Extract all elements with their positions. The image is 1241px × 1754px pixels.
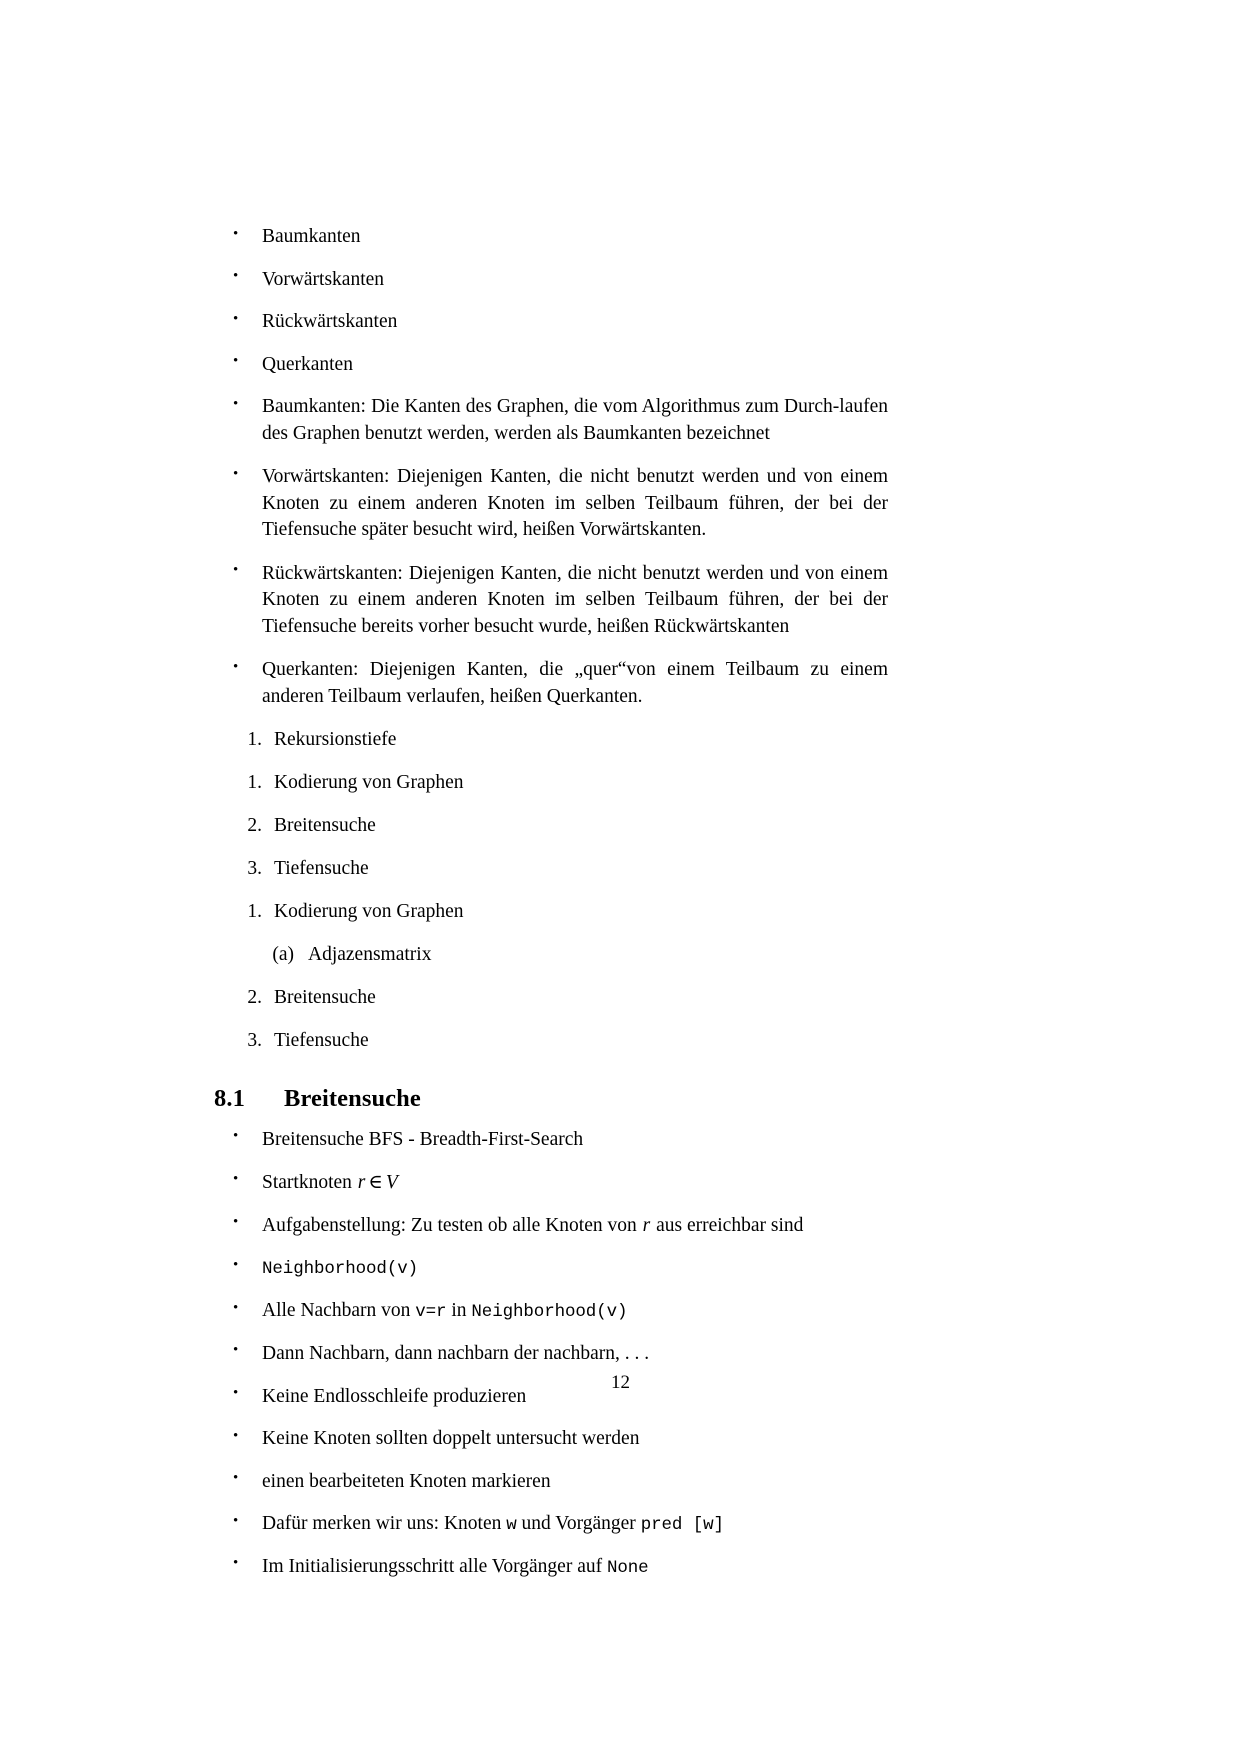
bullet-initialisierung-prefix: Im Initialisierungsschritt alle Vorgänger auf: [262, 1555, 603, 1577]
outline-item-kodierung-von-graphen-2: [228, 899, 888, 926]
edge-definition-vorwaertskanten: Vorwärtskanten: Diejenigen Kanten, die nicht benutzt werden und von einem Knoten zu einem anderen Knoten im selben Teilbaum führen, der bei der Tiefensuche später besucht wird, heißen Vorwärtskanten.: [262, 466, 888, 541]
bullet-bfs-name: Breitensuche BFS - Breadth-First-Search: [262, 1128, 584, 1150]
list-item: [228, 1255, 888, 1282]
edge-definition-baumkanten: Baumkanten: Die Kanten des Graphen, die vom Algorithmus zum Durch-laufen des Graphen benutzt werden, werden als Baumkanten bezeichnet: [262, 396, 888, 444]
outline-list: [228, 727, 888, 1055]
list-item: [228, 267, 888, 294]
list-item: [228, 352, 888, 379]
code-pred-array: pred [w]: [640, 1515, 724, 1536]
list-item: [228, 1469, 888, 1496]
bullet-merken-mid: und Vorgänger: [521, 1513, 636, 1535]
code-none-literal: None: [606, 1557, 649, 1578]
list-item: [228, 1341, 888, 1368]
list-item-label: Vorwärtskanten: [262, 268, 385, 290]
outline-item-number: 1.: [247, 729, 262, 751]
code-v-equals-r: v=r: [415, 1302, 447, 1323]
outline-item-breitensuche-2: [228, 985, 888, 1012]
outline-item-number: 3.: [247, 858, 262, 880]
code-variable-w: w: [506, 1515, 517, 1536]
outline-item-label: Kodierung von Graphen: [274, 901, 464, 923]
list-item: [228, 561, 888, 641]
outline-item-label: Breitensuche: [274, 815, 376, 837]
outline-item-tiefensuche: [228, 856, 888, 883]
section-heading-breitensuche: [214, 1085, 888, 1113]
list-item: [228, 464, 888, 544]
bullet-keine-endlosschleife: Keine Endlosschleife produzieren: [262, 1385, 527, 1407]
list-item: [228, 1213, 888, 1240]
list-item: [228, 1298, 888, 1325]
list-item-label: Querkanten: [262, 353, 353, 375]
outline-item-kodierung-von-graphen: [228, 770, 888, 797]
list-item: [228, 1169, 888, 1197]
bullet-nachbarn-prefix: Alle Nachbarn von: [262, 1300, 411, 1322]
outline-item-tiefensuche-2: [228, 1028, 888, 1055]
bullet-startknoten-prefix: Startknoten: [262, 1172, 352, 1194]
list-item: [228, 1554, 888, 1581]
list-item: [228, 657, 888, 710]
math-variable-V: V: [385, 1172, 398, 1194]
bullet-knoten-markieren: einen bearbeiteten Knoten markieren: [262, 1470, 551, 1492]
code-neighborhood-call: Neighborhood(v): [471, 1302, 628, 1323]
outline-item-label: Tiefensuche: [274, 858, 369, 880]
outline-item-number: 1.: [247, 901, 262, 923]
outline-item-rekursionstiefe: [228, 727, 888, 754]
code-neighborhood-call: Neighborhood(v): [262, 1259, 419, 1280]
outline-item-number: 1.: [247, 772, 262, 794]
section-number: 8.1: [214, 1084, 245, 1112]
outline-item-label: Rekursionstiefe: [274, 729, 397, 751]
list-item-label: Rückwärtskanten: [262, 311, 398, 333]
bullet-merken-prefix: Dafür merken wir uns: Knoten: [262, 1513, 502, 1535]
outline-item-number: 3.: [247, 1030, 262, 1052]
section-title: Breitensuche: [284, 1084, 421, 1112]
math-element-of-symbol: ∈: [368, 1170, 383, 1194]
outline-item-label: Tiefensuche: [274, 1030, 369, 1052]
bullet-dann-nachbarn: Dann Nachbarn, dann nachbarn der nachbarn, . . .: [262, 1342, 650, 1364]
bullet-keine-doppelten-knoten: Keine Knoten sollten doppelt untersucht werden: [262, 1428, 640, 1450]
list-item: [228, 1511, 888, 1538]
outline-subitem-label: Adjazensmatrix: [308, 944, 432, 966]
outline-item-label: Breitensuche: [274, 987, 376, 1009]
breitensuche-bullet-list: [228, 1127, 888, 1581]
outline-subitem-adjazensmatrix: [228, 942, 888, 969]
math-variable-r: r: [357, 1172, 366, 1194]
list-item-label: Baumkanten: [262, 226, 361, 247]
outline-item-number: 2.: [247, 987, 262, 1009]
list-item: [228, 309, 888, 336]
outline-item-number: 2.: [247, 815, 262, 837]
math-variable-r: r: [642, 1214, 651, 1236]
bullet-aufgabenstellung-suffix: aus erreichbar sind: [656, 1214, 804, 1236]
edge-definition-rueckwaertskanten: Rückwärtskanten: Diejenigen Kanten, die nicht benutzt werden und von einem Knoten zu einem anderen Knoten im selben Teilbaum führen, der bei der Tiefensuche bereits vorher besucht wurde, heißen Rückwärtskanten: [262, 562, 888, 637]
bullet-aufgabenstellung-prefix: Aufgabenstellung: Zu testen ob alle Knoten von: [262, 1214, 637, 1236]
outline-item-label: Kodierung von Graphen: [274, 772, 464, 794]
page-number: 12: [611, 1372, 630, 1393]
list-item: [228, 1426, 888, 1453]
list-item: [228, 394, 888, 447]
edge-type-list: [228, 224, 888, 710]
outline-subitem-number: (a): [272, 944, 294, 966]
edge-definition-querkanten: Querkanten: Diejenigen Kanten, die „quer“von einem Teilbaum zu einem anderen Teilbaum verlaufen, heißen Querkanten.: [262, 659, 888, 707]
list-item: [228, 224, 888, 251]
outline-item-breitensuche: [228, 813, 888, 840]
bullet-nachbarn-mid: in: [451, 1300, 467, 1322]
list-item: [228, 1127, 888, 1154]
